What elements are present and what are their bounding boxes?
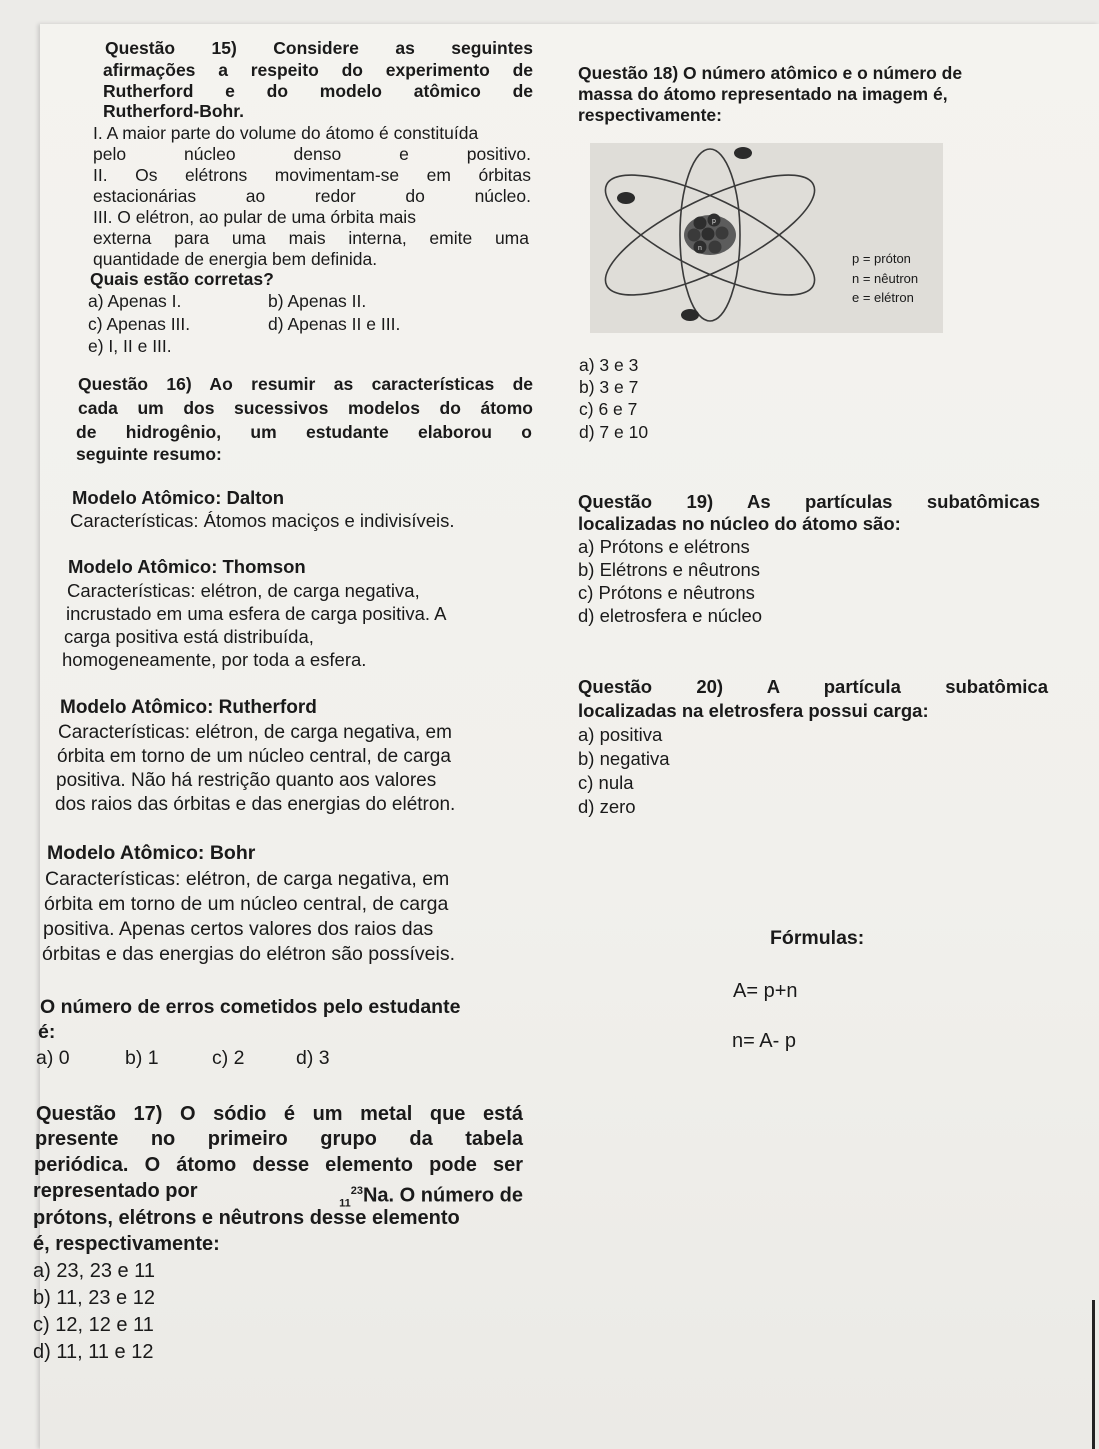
q19-title-line1: Questão 19) As partículas subatômicas (578, 491, 1040, 512)
dalton-title: Modelo Atômico: Dalton (72, 487, 285, 508)
q15-title-line1: Questão 15) Considere as seguintes (105, 38, 533, 58)
q15-title-line2: afirmações a respeito do experimento de (103, 60, 533, 80)
nucleus-label-p: p (712, 218, 716, 225)
q17-option-c[interactable]: c) 12, 12 e 11 (33, 1314, 154, 1336)
nucleus-label-n: n (698, 245, 702, 252)
q17-title-line1: Questão 17) O sódio é um metal que está (36, 1103, 523, 1125)
q15-statement-1-line2: pelo núcleo denso e positivo. (93, 144, 531, 164)
q16-option-c[interactable]: c) 2 (212, 1047, 245, 1069)
q15-title-line3: Rutherford e do modelo atômico de (103, 81, 533, 101)
sodium-symbol: Na. O número de (362, 1184, 523, 1207)
bohr-title: Modelo Atômico: Bohr (47, 842, 256, 864)
page-edge (1092, 1300, 1095, 1449)
formula-mass-number: A= p+n (733, 980, 798, 1002)
rutherford-line3: positiva. Não há restrição quanto aos valores (56, 770, 437, 791)
q16-option-a[interactable]: a) 0 (36, 1047, 70, 1069)
q20-title-line1: Questão 20) A partícula subatômica (578, 676, 1048, 697)
q18-title-line3: respectivamente: (578, 105, 722, 125)
rutherford-line2: órbita em torno de um núcleo central, de carga (57, 746, 451, 767)
q17-option-b[interactable]: b) 11, 23 e 12 (33, 1287, 155, 1309)
q16-option-b[interactable]: b) 1 (125, 1047, 159, 1069)
q20-option-b[interactable]: b) negativa (578, 748, 670, 769)
formulas-title: Fórmulas: (770, 927, 865, 949)
q19-option-d[interactable]: d) eletrosfera e núcleo (578, 605, 763, 626)
q16-title-line1: Questão 16) Ao resumir as características de (78, 374, 533, 394)
q20-title-line2: localizadas na eletrosfera possui carga: (578, 700, 929, 721)
q15-statement-1-line1: I. A maior parte do volume do átomo é constituída (93, 123, 479, 143)
q15-option-c[interactable]: c) Apenas III. (88, 314, 191, 334)
q19-option-c[interactable]: c) Prótons e nêutrons (578, 582, 755, 603)
q16-question-line2: é: (38, 1021, 56, 1043)
legend-neutron: n = nêutron (852, 271, 919, 286)
electron-3 (681, 309, 699, 321)
rutherford-title: Modelo Atômico: Rutherford (60, 697, 317, 718)
q19-title-line2: localizadas no núcleo do átomo são: (578, 513, 901, 534)
q18-option-b[interactable]: b) 3 e 7 (579, 377, 639, 397)
bohr-line3: positiva. Apenas certos valores dos raios das (43, 918, 434, 940)
q15-statement-2-line2: estacionárias ao redor do núcleo. (93, 186, 531, 206)
rutherford-line4: dos raios das órbitas e das energias do elétron. (55, 794, 456, 815)
q18-title-line2: massa do átomo representado na imagem é, (578, 84, 948, 104)
q18-option-a[interactable]: a) 3 e 3 (579, 355, 639, 375)
q17-title-line3: periódica. O átomo desse elemento pode ser (34, 1154, 523, 1176)
formula-neutrons: n= A- p (732, 1030, 796, 1052)
q16-option-d[interactable]: d) 3 (296, 1047, 330, 1069)
q15-option-a[interactable]: a) Apenas I. (88, 291, 182, 311)
mass-number: 23 (350, 1185, 363, 1197)
thomson-line3: carga positiva está distribuída, (64, 626, 314, 647)
q15-option-b[interactable]: b) Apenas II. (268, 291, 367, 311)
bohr-line4: órbitas e das energias do elétron são possíveis. (42, 943, 455, 965)
q18-option-d[interactable]: d) 7 e 10 (579, 422, 649, 442)
thomson-line4: homogeneamente, por toda a esfera. (62, 649, 367, 670)
q18-title-line1: Questão 18) O número atômico e o número de (578, 63, 963, 83)
q17-option-d[interactable]: d) 11, 11 e 12 (33, 1341, 154, 1363)
bohr-line2: órbita em torno de um núcleo central, de carga (44, 893, 449, 915)
q17-title-line5: prótons, elétrons e nêutrons desse elemento (33, 1207, 460, 1229)
q16-question-line1: O número de erros cometidos pelo estudante (40, 996, 461, 1018)
q16-title-line4: seguinte resumo: (76, 444, 222, 464)
q20-option-c[interactable]: c) nula (578, 772, 634, 793)
nucleus (684, 214, 736, 256)
dalton-line1: Características: Átomos maciços e indivisíveis. (70, 510, 455, 531)
q15-statement-3-line3: quantidade de energia bem definida. (93, 249, 378, 269)
thomson-line2: incrustado em uma esfera de carga positiva. A (66, 603, 447, 624)
q15-question: Quais estão corretas? (90, 269, 274, 289)
electron-2 (617, 192, 635, 204)
q15-option-e[interactable]: e) I, II e III. (88, 336, 172, 356)
q15-option-d[interactable]: d) Apenas II e III. (268, 314, 401, 334)
q15-title-line4: Rutherford-Bohr. (103, 101, 244, 121)
q17-title-line6: é, respectivamente: (33, 1233, 220, 1255)
q15-statement-3-line2: externa para uma mais interna, emite uma (93, 228, 529, 248)
q20-option-d[interactable]: d) zero (578, 796, 636, 817)
thomson-line1: Características: elétron, de carga negativa, (67, 580, 420, 601)
q19-option-a[interactable]: a) Prótons e elétrons (578, 536, 750, 557)
electron-1 (734, 147, 752, 159)
q17-title-line2: presente no primeiro grupo da tabela (35, 1128, 523, 1150)
q20-option-a[interactable]: a) positiva (578, 724, 663, 745)
q15-statement-3-line1: III. O elétron, ao pular de uma órbita mais (93, 207, 416, 227)
atom-diagram (590, 143, 943, 333)
q17-option-a[interactable]: a) 23, 23 e 11 (33, 1260, 155, 1282)
atomic-number: 11 (339, 1197, 351, 1210)
q18-option-c[interactable]: c) 6 e 7 (579, 399, 638, 419)
q15-statement-2-line1: II. Os elétrons movimentam-se em órbitas (93, 165, 531, 185)
q16-title-line2: cada um dos sucessivos modelos do átomo (78, 398, 533, 418)
q19-option-b[interactable]: b) Elétrons e nêutrons (578, 559, 761, 580)
bohr-line1: Características: elétron, de carga negativa, em (45, 868, 450, 890)
q17-line4-prefix: representado por (33, 1180, 198, 1202)
legend-electron: e = elétron (852, 290, 914, 305)
q16-title-line3: de hidrogênio, um estudante elaborou o (76, 422, 532, 442)
legend-proton: p = próton (852, 251, 911, 266)
thomson-title: Modelo Atômico: Thomson (68, 556, 306, 577)
rutherford-line1: Características: elétron, de carga negativa, em (58, 722, 452, 743)
